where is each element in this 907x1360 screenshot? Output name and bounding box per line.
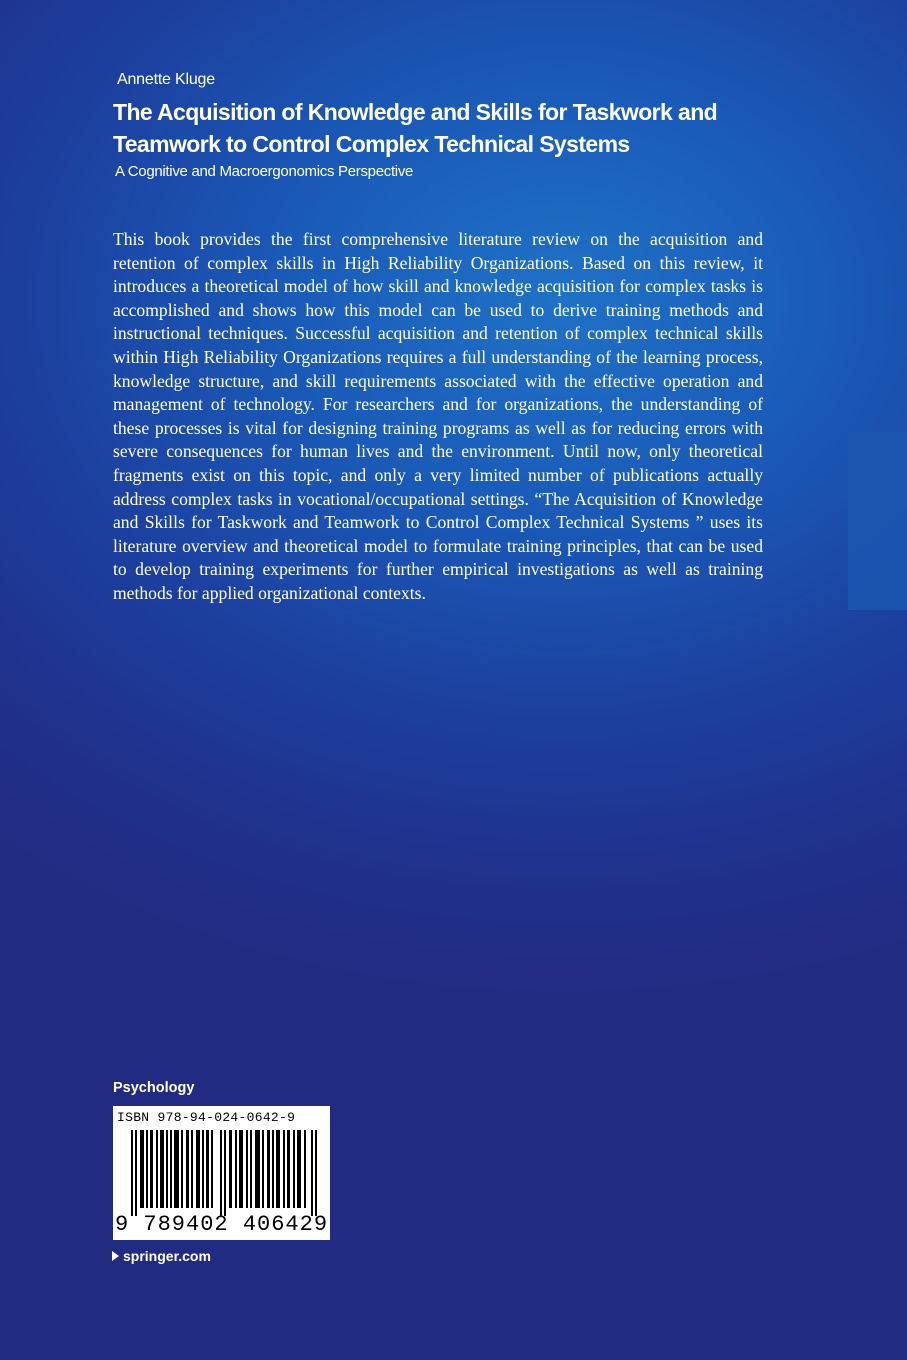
- arrow-right-icon: [112, 1251, 119, 1261]
- book-description: This book provides the first comprehensive literature review on the acquisition and retention of complex skills in High Reliability Organizations. Based on this review, it introduces a theoretical model of how skill and knowledge acquisition for complex tasks is accomplished and shows how this model can be used to derive training methods and instructional techniques. Successful acquisition and retention of complex technical skills within High Reliability Organizations requires a full understanding of the learning process, knowledge structure, and skill requirements associated with the effective operation and management of technology. For researchers and for organizations, the understanding of these processes is vital for designing training programs as well as for reducing errors with severe consequences for human lives and the environment. Until now, only theoretical fragments exist on this topic, and only a very limited number of publications actually address complex tasks in vocational/occupational settings. “The Acquisition of Knowledge and Skills for Taskwork and Teamwork to Control Complex Technical Systems ” uses its literature overview and theoretical model to formulate training principles, that can be used to develop training experiments for further empirical investigations as well as training methods for applied organizational contexts.: [113, 229, 763, 603]
- isbn-barcode-block: [113, 1106, 330, 1240]
- publisher-link[interactable]: [112, 1248, 211, 1264]
- barcode-digits: 9 789402 406429: [115, 1212, 329, 1237]
- author-name: Annette Kluge: [117, 71, 215, 88]
- barcode-image: [131, 1130, 317, 1216]
- isbn-label: ISBN 978-94-024-0642-9: [117, 1110, 296, 1125]
- subject-category: Psychology: [113, 1080, 195, 1096]
- book-title: The Acquisition of Knowledge and Skills for Taskwork and Teamwork to Control Complex Technical Systems: [113, 99, 718, 157]
- publisher-url: springer.com: [123, 1248, 211, 1264]
- spine-color-tab: [848, 432, 907, 610]
- book-subtitle: A Cognitive and Macroergonomics Perspective: [115, 163, 414, 180]
